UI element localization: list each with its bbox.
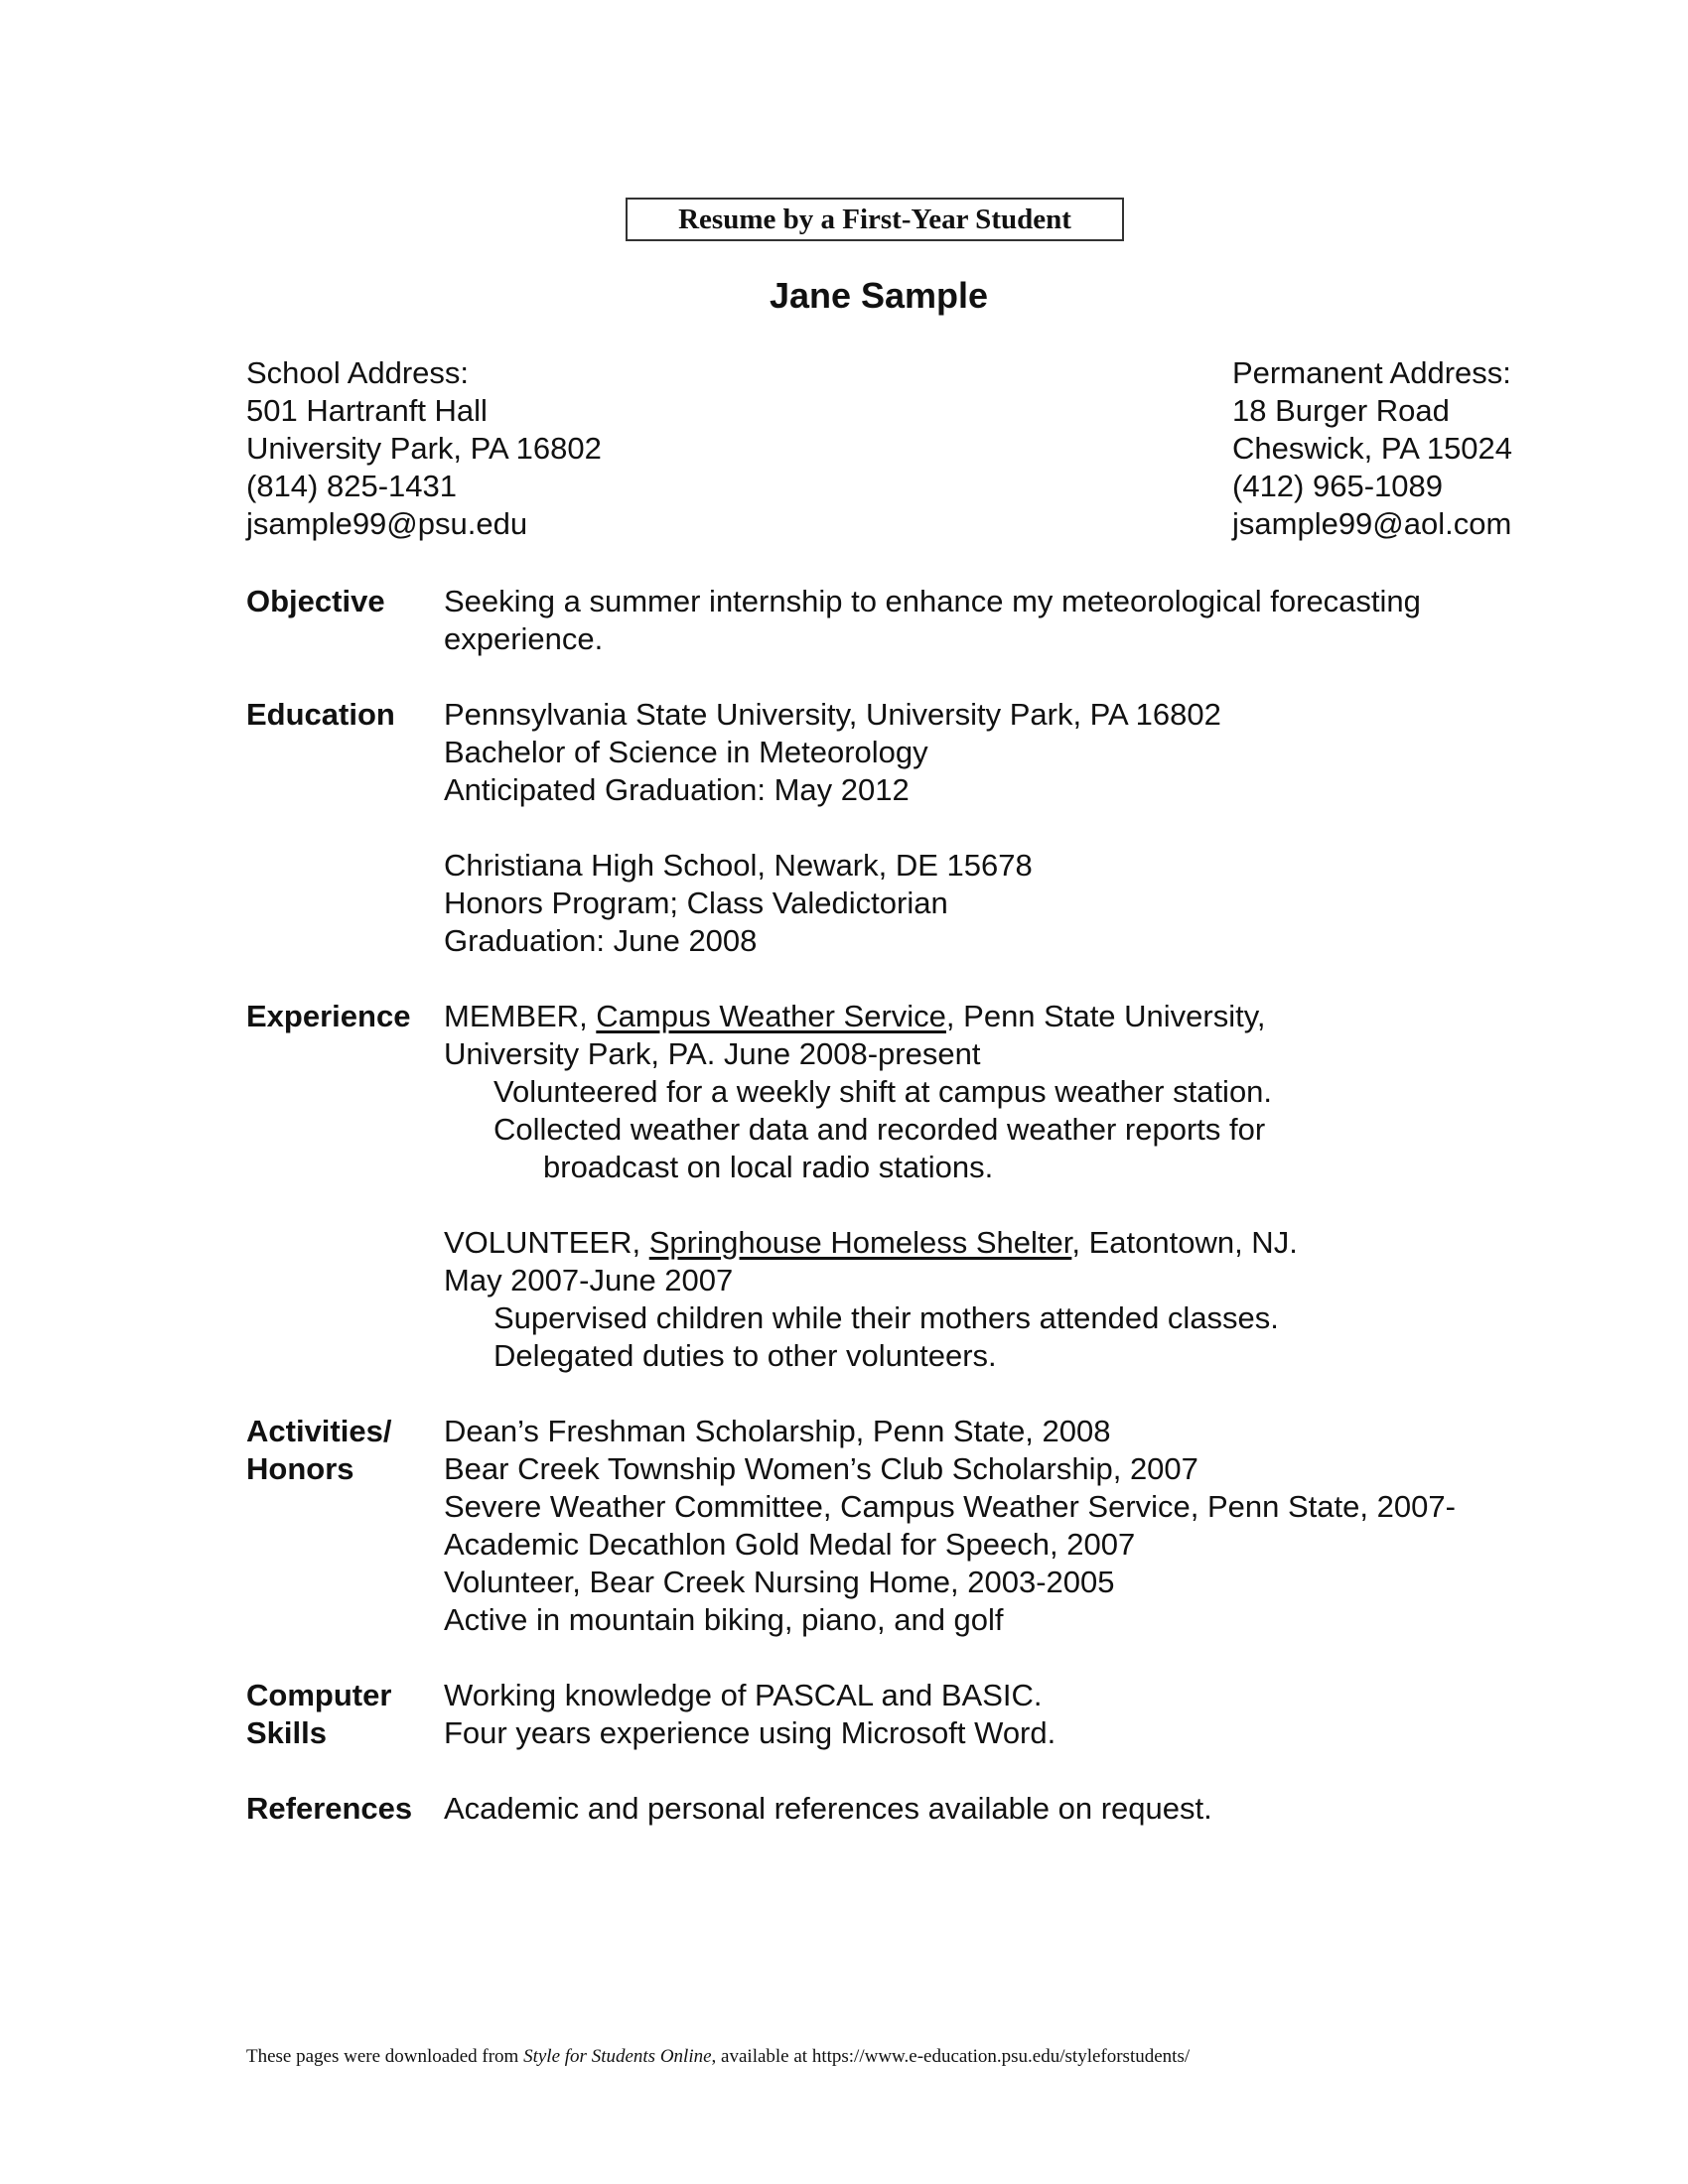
objective-line: Seeking a summer internship to enhance my meteorological forecasting [444, 584, 1421, 618]
permanent-city: Cheswick, PA 15024 [1232, 431, 1513, 466]
footer-source-title: Style for Students Online [523, 2046, 712, 2067]
school-address-label: School Address: [246, 355, 470, 390]
permanent-street: 18 Burger Road [1232, 393, 1450, 428]
activity-item: Dean’s Freshman Scholarship, Penn State, 2008 [444, 1414, 1111, 1448]
permanent-phone: (412) 965-1089 [1232, 469, 1443, 503]
activity-item: Bear Creek Township Women’s Club Scholarship, 2007 [444, 1451, 1198, 1486]
objective-line: experience. [444, 621, 604, 656]
computer-skills-label [246, 1677, 435, 1752]
job-duty: Volunteered for a weekly shift at campus weather station. [493, 1074, 1273, 1109]
footer-prefix: These pages were downloaded from [246, 2046, 524, 2067]
document-header-box [626, 198, 1124, 241]
school-address-block [246, 354, 602, 543]
education-label: Education [246, 697, 395, 732]
objective-content [444, 583, 1556, 658]
job-duty: Delegated duties to other volunteers. [493, 1338, 997, 1373]
permanent-address-block [1232, 354, 1512, 543]
school-graduation: Graduation: June 2008 [444, 923, 758, 958]
job-duty-continuation: broadcast on local radio stations. [543, 1150, 994, 1184]
school-street: 501 Hartranft Hall [246, 393, 488, 428]
document-header-text: Resume by a First-Year Student [678, 203, 1071, 235]
activity-item: Volunteer, Bear Creek Nursing Home, 2003-2005 [444, 1565, 1115, 1599]
objective-label: Objective [246, 584, 385, 618]
computer-skills-label-line1: Computer [246, 1678, 392, 1712]
job-dates: University Park, PA. June 2008-present [444, 1036, 981, 1071]
school-graduation: Anticipated Graduation: May 2012 [444, 772, 910, 807]
job-role: VOLUNTEER, [444, 1225, 649, 1260]
job-org-location: , Penn State University, [945, 999, 1266, 1033]
skill-item: Four years experience using Microsoft Word. [444, 1715, 1056, 1750]
candidate-name: Jane Sample [769, 275, 989, 316]
job-dates: May 2007-June 2007 [444, 1263, 734, 1297]
job-role: MEMBER, [444, 999, 597, 1033]
computer-skills-label-line2: Skills [246, 1715, 327, 1750]
references-content [444, 1790, 1556, 1828]
school-degree: Honors Program; Class Valedictorian [444, 886, 948, 920]
permanent-email: jsample99@aol.com [1232, 506, 1512, 541]
school-email: jsample99@psu.edu [246, 506, 528, 541]
footer-suffix: , available at https://www.e-education.psu.edu/styleforstudents/ [711, 2046, 1191, 2067]
activities-label [246, 1413, 435, 1488]
experience-label: Experience [246, 999, 411, 1033]
computer-skills-content [444, 1677, 1556, 1752]
references-label: References [246, 1791, 413, 1826]
activities-content [444, 1413, 1556, 1639]
education-content [444, 696, 1556, 960]
job-organization: Campus Weather Service [596, 999, 946, 1033]
activities-label-line1: Activities/ [246, 1414, 392, 1448]
job-organization: Springhouse Homeless Shelter [648, 1225, 1072, 1260]
skill-item: Working knowledge of PASCAL and BASIC. [444, 1678, 1043, 1712]
activity-item: Severe Weather Committee, Campus Weather Service, Penn State, 2007- [444, 1489, 1456, 1524]
school-name: Christiana High School, Newark, DE 15678 [444, 848, 1033, 883]
school-city: University Park, PA 16802 [246, 431, 602, 466]
job-title-line [444, 998, 1556, 1035]
activity-item: Academic Decathlon Gold Medal for Speech, 2007 [444, 1527, 1136, 1562]
permanent-address-label: Permanent Address: [1232, 355, 1511, 390]
school-name: Pennsylvania State University, University Park, PA 16802 [444, 697, 1221, 732]
job-title-line [444, 1224, 1556, 1262]
references-text: Academic and personal references available on request. [444, 1791, 1212, 1826]
school-phone: (814) 825-1431 [246, 469, 457, 503]
school-degree: Bachelor of Science in Meteorology [444, 735, 928, 769]
activities-label-line2: Honors [246, 1451, 354, 1486]
job-duty: Collected weather data and recorded weather reports for [493, 1112, 1266, 1147]
page-footer [246, 2046, 1190, 2068]
job-org-location: , Eatontown, NJ. [1071, 1225, 1298, 1260]
activity-item: Active in mountain biking, piano, and golf [444, 1602, 1004, 1637]
experience-content [444, 998, 1556, 1375]
job-duty: Supervised children while their mothers attended classes. [493, 1300, 1279, 1335]
